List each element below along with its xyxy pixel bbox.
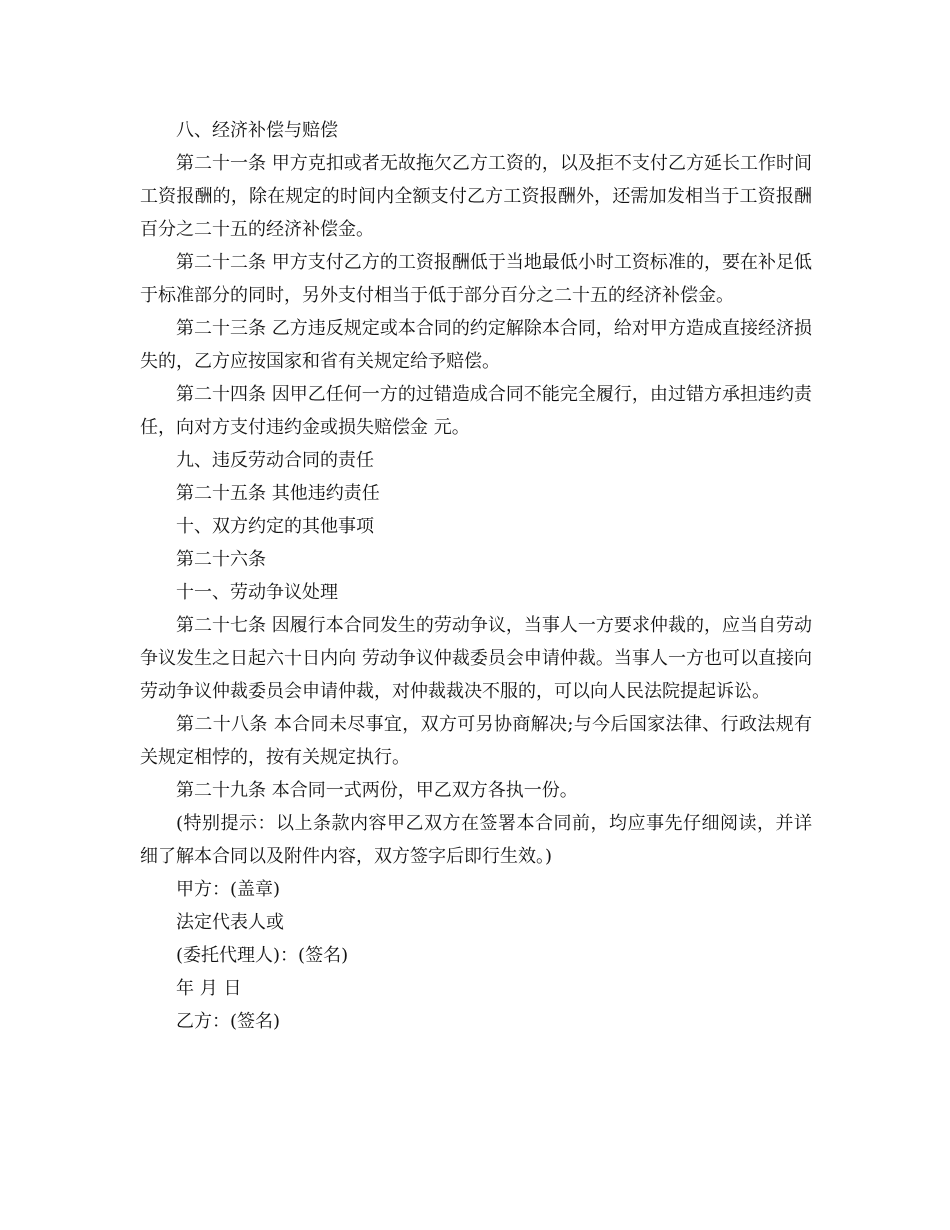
- article-23: 第二十三条 乙方违反规定或本合同的约定解除本合同，给对甲方造成直接经济损失的，乙方应按国家和省有关规定给予赔偿。: [140, 318, 812, 372]
- section-heading-compensation: 八、经济补偿与赔偿: [176, 120, 338, 141]
- legal-representative-line: 法定代表人或: [176, 912, 284, 933]
- party-b-signature-line: 乙方：(签名): [176, 1011, 281, 1032]
- article-29: 第二十九条 本合同一式两份，甲乙双方各执一份。: [176, 780, 578, 801]
- article-22: 第二十二条 甲方支付乙方的工资报酬低于当地最低小时工资标准的，要在补足低于标准部分的同时，另外支付相当于低于部分百分之二十五的经济补偿金。: [140, 252, 812, 306]
- section-heading-liability: 九、违反劳动合同的责任: [176, 450, 374, 471]
- section-heading-other-matters: 十、双方约定的其他事项: [176, 516, 374, 537]
- article-21: 第二十一条 甲方克扣或者无故拖欠乙方工资的，以及拒不支付乙方延长工作时间工资报酬的，除在规定的时间内全额支付乙方工资报酬外，还需加发相当于工资报酬百分之二十五的经济补偿金。: [140, 153, 812, 240]
- article-27: 第二十七条 因履行本合同发生的劳动争议，当事人一方要求仲裁的，应当自劳动争议发生之日起六十日内向 劳动争议仲裁委员会申请仲裁。当事人一方也可以直接向劳动争议仲裁委员会申请仲裁，对仲裁裁决不服的，可以向人民法院提起诉讼。: [140, 615, 812, 702]
- article-25: 第二十五条 其他违约责任: [176, 483, 380, 504]
- article-26: 第二十六条: [176, 549, 266, 570]
- date-line: 年 月 日: [176, 978, 242, 999]
- section-heading-dispute: 十一、劳动争议处理: [176, 582, 338, 603]
- authorized-agent-line: (委托代理人)：(签名): [176, 945, 349, 966]
- article-28: 第二十八条 本合同未尽事宜，双方可另协商解决;与今后国家法律、行政法规有关规定相悖的，按有关规定执行。: [140, 714, 812, 768]
- party-a-seal-line: 甲方：(盖章): [176, 879, 281, 900]
- article-24: 第二十四条 因甲乙任何一方的过错造成合同不能完全履行，由过错方承担违约责任，向对方支付违约金或损失赔偿金 元。: [140, 384, 812, 438]
- document-page: [140, 114, 812, 1038]
- special-notice: (特别提示：以上条款内容甲乙双方在签署本合同前，均应事先仔细阅读，并详细了解本合同以及附件内容，双方签字后即行生效。): [140, 813, 812, 867]
